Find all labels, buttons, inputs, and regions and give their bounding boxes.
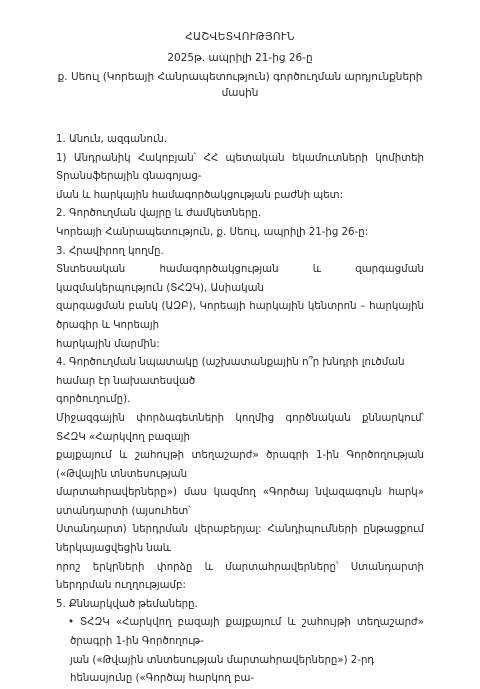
paragraph-line: որոշ երկրների փորձը և մարտահրավերները՝ Ստանդարտի ներդրման ուղղությամբ: xyxy=(56,561,424,592)
document-subtitle: ք. Սեուլ (Կորեայի Հանրապետություն) գործուղման արդյունքների մասին xyxy=(57,71,423,99)
paragraph-line-text: յան («Թվային տնտեսության մարտահրավերները») 2-րդ հենասյունը («Գործայ հարկող բա- xyxy=(70,654,375,685)
paragraph-line: Կորեայի Հանրապետություն, ք. Սեուլ, ապրիլի 21-ից 26-ը: xyxy=(56,226,369,238)
section-heading: 4. Գործուղման նպատակը (աշխատանքային ո՞ր խնդրի լուծման համար էր նախատեսված xyxy=(56,357,405,387)
paragraph-line: մարտահրավերները») մաս կազմող «Գործայ նվազագույն հարկ» ստանդարտի (այսուհետ՝ xyxy=(56,487,424,517)
document-title: ՀԱՇՎԵՏՎՈՒԹՅՈՒՆ xyxy=(185,31,295,43)
document-body xyxy=(56,131,424,689)
paragraph-line: ման և հարկային համագործակցության բաժնի պետ: xyxy=(56,189,344,201)
section-heading: 2. Գործուղման վայրը և ժամկետները. xyxy=(56,208,262,220)
paragraph-line: 1) Անդրանիկ Հակոբյան՝ ՀՀ պետական եկամուտների կոմիտեի Տրանսֆերային գնագոյաց- xyxy=(56,152,424,183)
paragraph-line: Ստանդարտ) ներդրման վերաբերյալ: Հանդիպումների ընթացքում ներկայացվեցին նաև xyxy=(56,524,424,555)
section-heading: 1. Անուն, ազգանուն. xyxy=(56,134,168,145)
paragraph-line: Միջազգային փորձագետների կողմից գործնական քննարկում՝ ՏՀԶԿ «Հարկվող բազայի xyxy=(56,412,424,443)
paragraph-line: Տնտեսական համագործակցության և զարգացման կազմակերպություն (ՏՀԶԿ), Ասիական xyxy=(56,264,424,294)
paragraph-line: գործուղումը). xyxy=(56,394,131,406)
paragraph-line: հարկային մարմին: xyxy=(56,338,160,350)
paragraph-line: զարգացման բանկ (ԱԶԲ), Կորեայի հարկային կենտրոն – հարկային ծրագիր և Կորեայի xyxy=(56,301,424,331)
document-date-line: 2025թ. ապրիլի 21-ից 26-ը xyxy=(167,52,313,64)
paragraph-line xyxy=(56,652,424,689)
section-heading: 5. Քննարկված թեմաները. xyxy=(56,598,198,610)
paragraph-line: քայքայում և շահույթի տեղաշարժ» ծրագրի 1-ին Գործողության («Թվային տնտեսության xyxy=(56,450,424,480)
bullet-item: • ՏՀԶԿ «Հարկվող բազայի քայքայում և շահույթի տեղաշարժ» ծրագրի 1-ին Գործողութ- xyxy=(56,614,424,651)
section-heading: 3. Հրավիրող կողմը. xyxy=(56,245,164,257)
